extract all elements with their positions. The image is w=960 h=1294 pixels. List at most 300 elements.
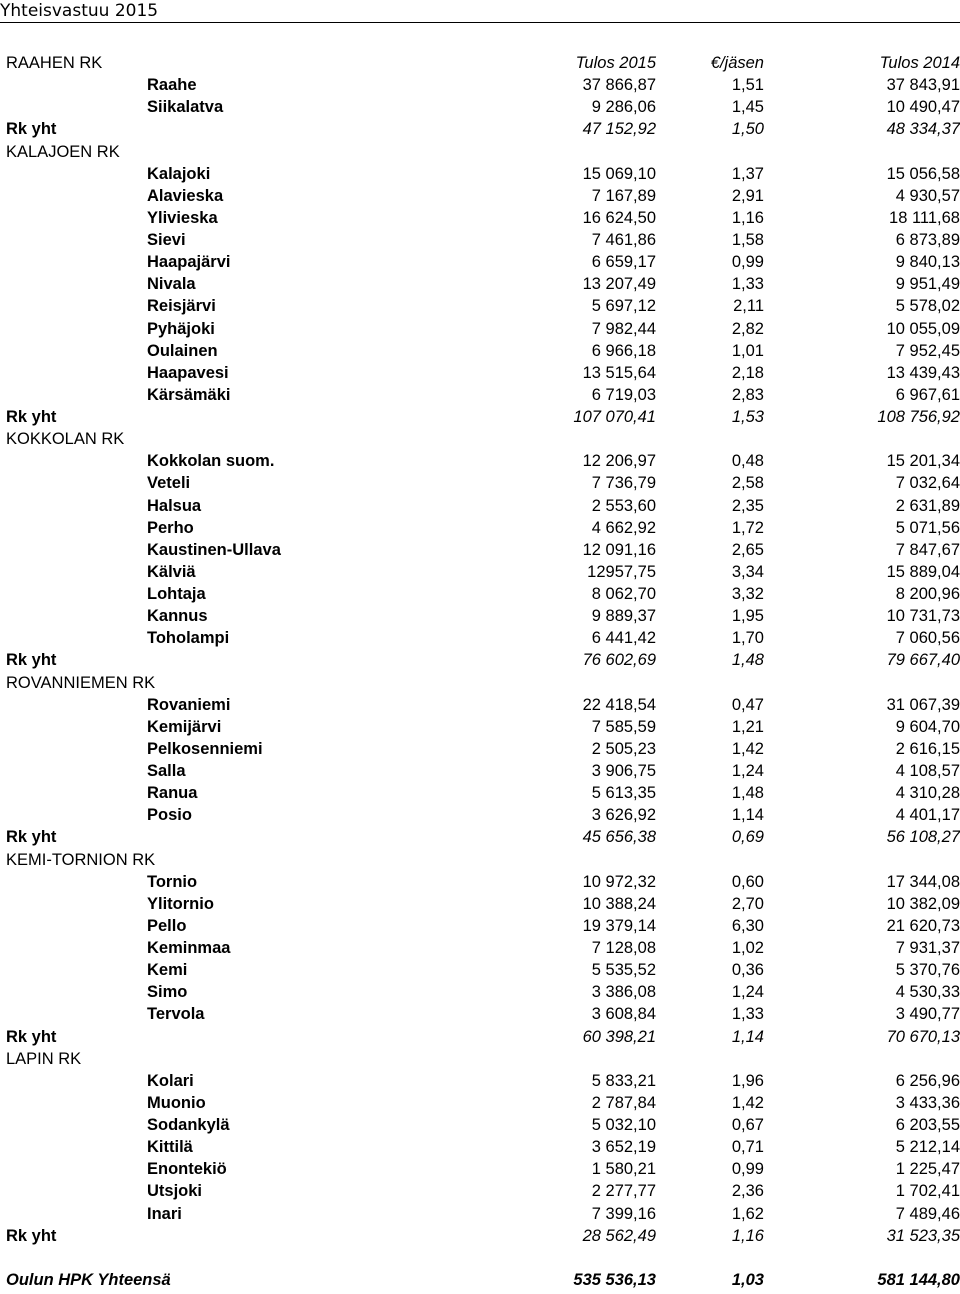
tulos-2014-value: 5 370,76 [895, 961, 960, 980]
municipality-name: Alavieska [147, 186, 224, 205]
tulos-2014-value: 4 930,57 [895, 186, 960, 205]
indent-cell [0, 627, 147, 649]
subtotal-row [0, 1026, 960, 1048]
per-member-value: 1,37 [731, 164, 764, 183]
tulos-2015-value: 7 461,86 [591, 231, 656, 250]
indent-cell [0, 981, 147, 1003]
subtotal-label: Rk yht [6, 828, 57, 847]
municipality-row [0, 583, 960, 605]
tulos-2014-value: 7 489,46 [895, 1204, 960, 1223]
tulos-2015-value: 7 982,44 [591, 319, 656, 338]
tulos-2015-value: 9 286,06 [591, 98, 656, 117]
tulos-2015-value: 2 787,84 [591, 1093, 656, 1112]
subtotal-per-member: 1,14 [731, 1027, 764, 1046]
tulos-2014-value: 10 382,09 [886, 894, 960, 913]
indent-cell [0, 915, 147, 937]
indent-cell [0, 495, 147, 517]
municipality-row [0, 605, 960, 627]
subtotal-per-member: 1,48 [731, 651, 764, 670]
indent-cell [0, 804, 147, 826]
indent-cell [0, 716, 147, 738]
municipality-name: Keminmaa [147, 939, 231, 958]
group-name: ROVANNIEMEN RK [6, 673, 156, 692]
per-member-value: 3,32 [731, 585, 764, 604]
indent-cell [0, 74, 147, 96]
per-member-value: 1,24 [731, 762, 764, 781]
subtotal-tulos-2014: 31 523,35 [886, 1226, 960, 1245]
column-header-per-member: €/jäsen [710, 54, 764, 73]
subtotal-row [0, 826, 960, 848]
subtotal-tulos-2014: 108 756,92 [877, 408, 960, 427]
tulos-2014-value: 6 873,89 [895, 231, 960, 250]
municipality-name: Enontekiö [147, 1160, 227, 1179]
tulos-2014-value: 4 530,33 [895, 983, 960, 1002]
tulos-2015-value: 9 889,37 [591, 607, 656, 626]
tulos-2014-value: 4 401,17 [895, 806, 960, 825]
subtotal-row [0, 1225, 960, 1247]
tulos-2015-value: 12 206,97 [582, 452, 656, 471]
municipality-name: Nivala [147, 275, 196, 294]
grand-total-tulos-2014: 581 144,80 [877, 1270, 960, 1289]
tulos-2015-value: 12 091,16 [582, 540, 656, 559]
tulos-2014-value: 6 203,55 [895, 1116, 960, 1135]
tulos-2015-value: 5 697,12 [591, 297, 656, 316]
indent-cell [0, 384, 147, 406]
per-member-value: 1,33 [731, 275, 764, 294]
indent-cell [0, 893, 147, 915]
municipality-name: Pello [147, 916, 187, 935]
header-divider [0, 22, 960, 23]
indent-cell [0, 561, 147, 583]
municipality-name: Kemijärvi [147, 717, 222, 736]
subtotal-label: Rk yht [6, 408, 57, 427]
tulos-2015-value: 10 388,24 [582, 894, 656, 913]
tulos-2014-value: 8 200,96 [895, 585, 960, 604]
municipality-name: Inari [147, 1204, 182, 1223]
municipality-row [0, 760, 960, 782]
indent-cell [0, 871, 147, 893]
per-member-value: 2,70 [731, 894, 764, 913]
municipality-name: Kittilä [147, 1138, 193, 1157]
indent-cell [0, 1180, 147, 1202]
municipality-row [0, 539, 960, 561]
per-member-value: 1,01 [731, 341, 764, 360]
municipality-row [0, 937, 960, 959]
municipality-name: Muonio [147, 1093, 206, 1112]
per-member-value: 1,51 [731, 76, 764, 95]
tulos-2014-value: 9 951,49 [895, 275, 960, 294]
tulos-2014-value: 17 344,08 [886, 872, 960, 891]
subtotal-per-member: 0,69 [731, 828, 764, 847]
indent-cell [0, 605, 147, 627]
per-member-value: 2,18 [731, 363, 764, 382]
indent-cell [0, 472, 147, 494]
per-member-value: 0,99 [731, 253, 764, 272]
tulos-2014-value: 3 490,77 [895, 1005, 960, 1024]
column-header-tulos-2015: Tulos 2015 [575, 54, 656, 73]
municipality-row [0, 96, 960, 118]
tulos-2014-value: 7 032,64 [895, 474, 960, 493]
indent-cell [0, 450, 147, 472]
municipality-row [0, 295, 960, 317]
per-member-value: 0,36 [731, 961, 764, 980]
group-header-row [0, 141, 960, 163]
tulos-2014-value: 7 847,67 [895, 540, 960, 559]
tulos-2014-value: 7 060,56 [895, 629, 960, 648]
per-member-value: 1,72 [731, 518, 764, 537]
per-member-value: 2,35 [731, 496, 764, 515]
results-table-body [0, 52, 960, 1291]
per-member-value: 2,82 [731, 319, 764, 338]
per-member-value: 1,70 [731, 629, 764, 648]
municipality-row [0, 384, 960, 406]
indent-cell [0, 185, 147, 207]
indent-cell [0, 318, 147, 340]
subtotal-tulos-2015: 45 656,38 [582, 828, 656, 847]
tulos-2014-value: 10 055,09 [886, 319, 960, 338]
indent-cell [0, 96, 147, 118]
municipality-row [0, 1003, 960, 1025]
group-header-row [0, 849, 960, 871]
municipality-row [0, 74, 960, 96]
indent-cell [0, 959, 147, 981]
tulos-2015-value: 3 608,84 [591, 1005, 656, 1024]
per-member-value: 0,71 [731, 1138, 764, 1157]
tulos-2014-value: 13 439,43 [886, 363, 960, 382]
tulos-2014-value: 31 067,39 [886, 695, 960, 714]
indent-cell [0, 251, 147, 273]
municipality-name: Sodankylä [147, 1116, 230, 1135]
subtotal-row [0, 406, 960, 428]
tulos-2015-value: 10 972,32 [582, 872, 656, 891]
tulos-2015-value: 5 833,21 [591, 1071, 656, 1090]
municipality-name: Kokkolan suom. [147, 452, 275, 471]
subtotal-label: Rk yht [6, 1027, 57, 1046]
indent-cell [0, 362, 147, 384]
municipality-row [0, 1070, 960, 1092]
tulos-2014-value: 18 111,68 [889, 208, 960, 227]
tulos-2015-value: 3 386,08 [591, 983, 656, 1002]
tulos-2015-value: 13 207,49 [582, 275, 656, 294]
subtotal-row [0, 118, 960, 140]
subtotal-tulos-2015: 60 398,21 [582, 1027, 656, 1046]
indent-cell [0, 694, 147, 716]
indent-cell [0, 295, 147, 317]
tulos-2015-value: 22 418,54 [582, 695, 656, 714]
municipality-name: Haapajärvi [147, 253, 231, 272]
municipality-name: Raahe [147, 76, 197, 95]
document-header: Yhteisvastuu 2015 [0, 1, 159, 21]
municipality-row [0, 1180, 960, 1202]
municipality-row [0, 1092, 960, 1114]
municipality-row [0, 893, 960, 915]
municipality-row [0, 915, 960, 937]
municipality-row [0, 694, 960, 716]
per-member-value: 1,42 [731, 1093, 764, 1112]
municipality-name: Utsjoki [147, 1182, 203, 1201]
per-member-value: 0,60 [731, 872, 764, 891]
per-member-value: 1,58 [731, 231, 764, 250]
municipality-name: Kannus [147, 607, 208, 626]
tulos-2015-value: 8 062,70 [591, 585, 656, 604]
municipality-name: Ylitornio [147, 894, 214, 913]
tulos-2015-value: 6 441,42 [591, 629, 656, 648]
indent-cell [0, 273, 147, 295]
tulos-2015-value: 6 719,03 [591, 385, 656, 404]
municipality-name: Kalajoki [147, 164, 211, 183]
per-member-value: 3,34 [731, 562, 764, 581]
municipality-row [0, 340, 960, 362]
municipality-row [0, 981, 960, 1003]
indent-cell [0, 937, 147, 959]
tulos-2014-value: 5 578,02 [895, 297, 960, 316]
per-member-value: 1,24 [731, 983, 764, 1002]
group-header-row [0, 52, 960, 74]
tulos-2015-value: 5 535,52 [591, 961, 656, 980]
subtotal-label: Rk yht [6, 651, 57, 670]
municipality-name: Perho [147, 518, 194, 537]
indent-cell [0, 207, 147, 229]
tulos-2014-value: 2 616,15 [895, 739, 960, 758]
municipality-name: Rovaniemi [147, 695, 231, 714]
tulos-2014-value: 15 201,34 [886, 452, 960, 471]
tulos-2015-value: 7 167,89 [591, 186, 656, 205]
tulos-2014-value: 4 108,57 [895, 762, 960, 781]
tulos-2014-value: 4 310,28 [895, 784, 960, 803]
indent-cell [0, 517, 147, 539]
municipality-name: Veteli [147, 474, 191, 493]
tulos-2014-value: 3 433,36 [895, 1093, 960, 1112]
indent-cell [0, 1203, 147, 1225]
indent-cell [0, 1003, 147, 1025]
tulos-2015-value: 6 966,18 [591, 341, 656, 360]
group-header-row [0, 428, 960, 450]
municipality-row [0, 185, 960, 207]
tulos-2015-value: 3 652,19 [591, 1138, 656, 1157]
tulos-2015-value: 13 515,64 [582, 363, 656, 382]
per-member-value: 1,48 [731, 784, 764, 803]
tulos-2014-value: 15 056,58 [886, 164, 960, 183]
tulos-2015-value: 7 128,08 [591, 939, 656, 958]
group-header-row [0, 672, 960, 694]
tulos-2014-value: 6 256,96 [895, 1071, 960, 1090]
tulos-2014-value: 7 931,37 [895, 939, 960, 958]
spacer-cell [0, 1247, 960, 1269]
tulos-2014-value: 9 604,70 [895, 717, 960, 736]
municipality-name: Oulainen [147, 341, 218, 360]
group-name: KEMI-TORNION RK [6, 850, 156, 869]
tulos-2014-value: 1 702,41 [895, 1182, 960, 1201]
per-member-value: 1,02 [731, 939, 764, 958]
per-member-value: 1,45 [731, 98, 764, 117]
tulos-2015-value: 7 399,16 [591, 1204, 656, 1223]
municipality-row [0, 959, 960, 981]
tulos-2014-value: 37 843,91 [886, 76, 960, 95]
municipality-name: Kaustinen-Ullava [147, 540, 281, 559]
municipality-row [0, 871, 960, 893]
subtotal-per-member: 1,16 [731, 1226, 764, 1245]
municipality-name: Pyhäjoki [147, 319, 215, 338]
municipality-row [0, 362, 960, 384]
per-member-value: 2,65 [731, 540, 764, 559]
municipality-name: Tornio [147, 872, 198, 891]
municipality-row [0, 738, 960, 760]
tulos-2015-value: 2 277,77 [591, 1182, 656, 1201]
group-header-row [0, 1048, 960, 1070]
tulos-2014-value: 1 225,47 [895, 1160, 960, 1179]
per-member-value: 0,67 [731, 1116, 764, 1135]
per-member-value: 2,83 [731, 385, 764, 404]
municipality-name: Tervola [147, 1005, 205, 1024]
per-member-value: 1,62 [731, 1204, 764, 1223]
grand-total-tulos-2015: 535 536,13 [573, 1270, 656, 1289]
tulos-2015-value: 6 659,17 [591, 253, 656, 272]
municipality-row [0, 472, 960, 494]
municipality-row [0, 251, 960, 273]
indent-cell [0, 583, 147, 605]
indent-cell [0, 163, 147, 185]
subtotal-tulos-2014: 70 670,13 [886, 1027, 960, 1046]
indent-cell [0, 1158, 147, 1180]
municipality-row [0, 716, 960, 738]
subtotal-tulos-2014: 48 334,37 [886, 120, 960, 139]
municipality-row [0, 229, 960, 251]
per-member-value: 1,21 [731, 717, 764, 736]
municipality-row [0, 207, 960, 229]
municipality-name: Kemi [147, 961, 188, 980]
grand-total-per-member: 1,03 [731, 1270, 764, 1289]
indent-cell [0, 760, 147, 782]
tulos-2015-value: 19 379,14 [582, 916, 656, 935]
municipality-row [0, 273, 960, 295]
subtotal-per-member: 1,53 [731, 408, 764, 427]
subtotal-label: Rk yht [6, 120, 57, 139]
tulos-2015-value: 5 032,10 [591, 1116, 656, 1135]
tulos-2015-value: 3 906,75 [591, 762, 656, 781]
subtotal-tulos-2014: 79 667,40 [886, 651, 960, 670]
municipality-row [0, 627, 960, 649]
indent-cell [0, 1070, 147, 1092]
municipality-row [0, 495, 960, 517]
tulos-2015-value: 2 553,60 [591, 496, 656, 515]
tulos-2014-value: 15 889,04 [886, 562, 960, 581]
column-header-tulos-2014: Tulos 2014 [879, 54, 960, 73]
tulos-2015-value: 3 626,92 [591, 806, 656, 825]
indent-cell [0, 340, 147, 362]
municipality-name: Ranua [147, 784, 198, 803]
tulos-2014-value: 10 731,73 [886, 607, 960, 626]
per-member-value: 1,14 [731, 806, 764, 825]
group-name: KOKKOLAN RK [6, 430, 125, 449]
tulos-2015-value: 2 505,23 [591, 739, 656, 758]
group-name: RAAHEN RK [6, 54, 103, 73]
tulos-2014-value: 10 490,47 [886, 98, 960, 117]
municipality-row [0, 1136, 960, 1158]
municipality-name: Reisjärvi [147, 297, 216, 316]
municipality-name: Halsua [147, 496, 202, 515]
municipality-name: Kolari [147, 1071, 194, 1090]
tulos-2014-value: 6 967,61 [895, 385, 960, 404]
indent-cell [0, 1136, 147, 1158]
subtotal-row [0, 649, 960, 671]
subtotal-label: Rk yht [6, 1226, 57, 1245]
per-member-value: 6,30 [731, 916, 764, 935]
municipality-name: Salla [147, 762, 186, 781]
municipality-row [0, 163, 960, 185]
per-member-value: 1,95 [731, 607, 764, 626]
municipality-row [0, 561, 960, 583]
municipality-row [0, 517, 960, 539]
results-table [0, 52, 960, 1291]
subtotal-tulos-2015: 76 602,69 [582, 651, 656, 670]
municipality-name: Simo [147, 983, 188, 1002]
municipality-name: Kälviä [147, 562, 196, 581]
tulos-2015-value: 37 866,87 [582, 76, 656, 95]
tulos-2014-value: 7 952,45 [895, 341, 960, 360]
per-member-value: 0,47 [731, 695, 764, 714]
subtotal-tulos-2015: 107 070,41 [573, 408, 656, 427]
indent-cell [0, 1092, 147, 1114]
per-member-value: 2,36 [731, 1182, 764, 1201]
municipality-name: Sievi [147, 231, 186, 250]
subtotal-per-member: 1,50 [731, 120, 764, 139]
grand-total-row [0, 1269, 960, 1291]
tulos-2015-value: 16 624,50 [582, 208, 656, 227]
municipality-name: Haapavesi [147, 363, 229, 382]
subtotal-tulos-2015: 47 152,92 [582, 120, 656, 139]
municipality-name: Ylivieska [147, 208, 218, 227]
indent-cell [0, 782, 147, 804]
municipality-row [0, 804, 960, 826]
tulos-2014-value: 21 620,73 [886, 916, 960, 935]
per-member-value: 0,99 [731, 1160, 764, 1179]
tulos-2015-value: 15 069,10 [582, 164, 656, 183]
municipality-row [0, 1203, 960, 1225]
per-member-value: 1,96 [731, 1071, 764, 1090]
municipality-name: Siikalatva [147, 98, 224, 117]
municipality-name: Toholampi [147, 629, 230, 648]
tulos-2014-value: 5 212,14 [895, 1138, 960, 1157]
per-member-value: 2,91 [731, 186, 764, 205]
municipality-name: Lohtaja [147, 585, 206, 604]
per-member-value: 2,11 [733, 297, 764, 316]
municipality-name: Kärsämäki [147, 385, 231, 404]
per-member-value: 0,48 [731, 452, 764, 471]
tulos-2014-value: 5 071,56 [895, 518, 960, 537]
per-member-value: 1,33 [731, 1005, 764, 1024]
municipality-row [0, 318, 960, 340]
tulos-2015-value: 4 662,92 [591, 518, 656, 537]
tulos-2015-value: 7 585,59 [591, 717, 656, 736]
tulos-2015-value: 7 736,79 [591, 474, 656, 493]
group-name: KALAJOEN RK [6, 142, 120, 161]
indent-cell [0, 1114, 147, 1136]
municipality-row [0, 782, 960, 804]
subtotal-tulos-2015: 28 562,49 [582, 1226, 656, 1245]
indent-cell [0, 738, 147, 760]
tulos-2015-value: 5 613,35 [591, 784, 656, 803]
municipality-name: Pelkosenniemi [147, 739, 263, 758]
subtotal-tulos-2014: 56 108,27 [886, 828, 960, 847]
tulos-2014-value: 9 840,13 [895, 253, 960, 272]
tulos-2014-value: 2 631,89 [895, 496, 960, 515]
tulos-2015-value: 12957,75 [587, 562, 656, 581]
spacer-row [0, 1247, 960, 1269]
tulos-2015-value: 1 580,21 [591, 1160, 656, 1179]
group-name: LAPIN RK [6, 1049, 82, 1068]
municipality-row [0, 1158, 960, 1180]
grand-total-label: Oulun HPK Yhteensä [6, 1270, 171, 1289]
